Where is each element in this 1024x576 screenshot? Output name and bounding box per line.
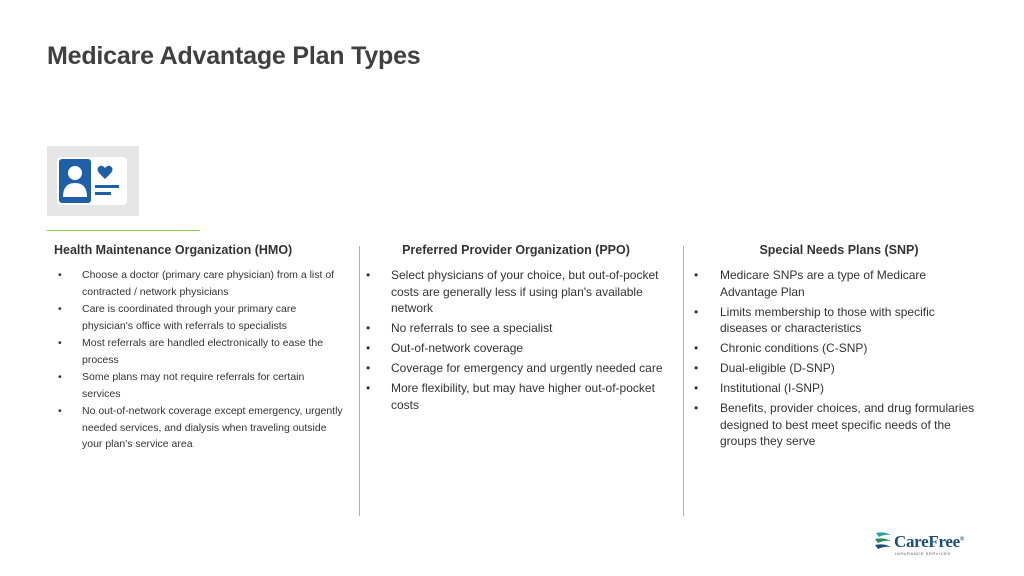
list-item: • Benefits, provider choices, and drug formularies designed to best meet specific needs of the groups they serve (694, 401, 975, 448)
list-item: • Chronic conditions (C-SNP) (694, 341, 868, 355)
list-item: • Choose a doctor (primary care physician) from a list of contracted / network physicians (58, 269, 335, 298)
list-item: • No out-of-network coverage except emergency, urgently needed services, and dialysis when traveling outside your plan's service area (58, 405, 343, 450)
list-item: • Select physicians of your choice, but out-of-pocket costs are generally less if using plan's available network (366, 268, 659, 315)
list-item: • Out-of-network coverage (366, 341, 524, 355)
hmo-list (54, 267, 344, 453)
logo-tagline: INSURANCE SERVICES (895, 551, 951, 556)
ppo-column (366, 243, 666, 417)
list-item: • Institutional (I-SNP) (694, 381, 825, 395)
list-item: • Some plans may not require referrals for certain services (58, 371, 305, 400)
list-item: • Limits membership to those with specific diseases or characteristics (694, 304, 935, 335)
list-item: • No referrals to see a specialist (366, 321, 553, 335)
accent-underline (47, 230, 200, 231)
snp-heading: Special Needs Plans (SNP) (759, 243, 919, 257)
list-item: • More flexibility, but may have higher out-of-pocket costs (366, 381, 655, 412)
list-item: • Dual-eligible (D-SNP) (694, 361, 835, 375)
ppo-heading: Preferred Provider Organization (PPO) (402, 243, 630, 257)
logo-brand: CareFree® (894, 532, 965, 551)
hmo-heading: Health Maintenance Organization (HMO) (54, 243, 293, 257)
carefree-logo-icon (874, 529, 894, 555)
snp-column (694, 243, 984, 453)
ppo-list (366, 267, 666, 413)
column-divider (683, 246, 684, 516)
list-item: • Care is coordinated through your primary care physician's office with referrals to specialists (58, 303, 297, 332)
list-item: • Most referrals are handled electronically to ease the process (58, 337, 324, 366)
column-divider (359, 246, 360, 516)
list-item: • Medicare SNPs are a type of Medicare Advantage Plan (694, 268, 927, 299)
slide-title: Medicare Advantage Plan Types (47, 42, 421, 70)
id-card-heart-icon (47, 146, 139, 216)
list-item: • Coverage for emergency and urgently needed care (366, 361, 663, 375)
carefree-logo (874, 529, 964, 557)
snp-list (694, 267, 984, 450)
hmo-column (54, 243, 344, 454)
